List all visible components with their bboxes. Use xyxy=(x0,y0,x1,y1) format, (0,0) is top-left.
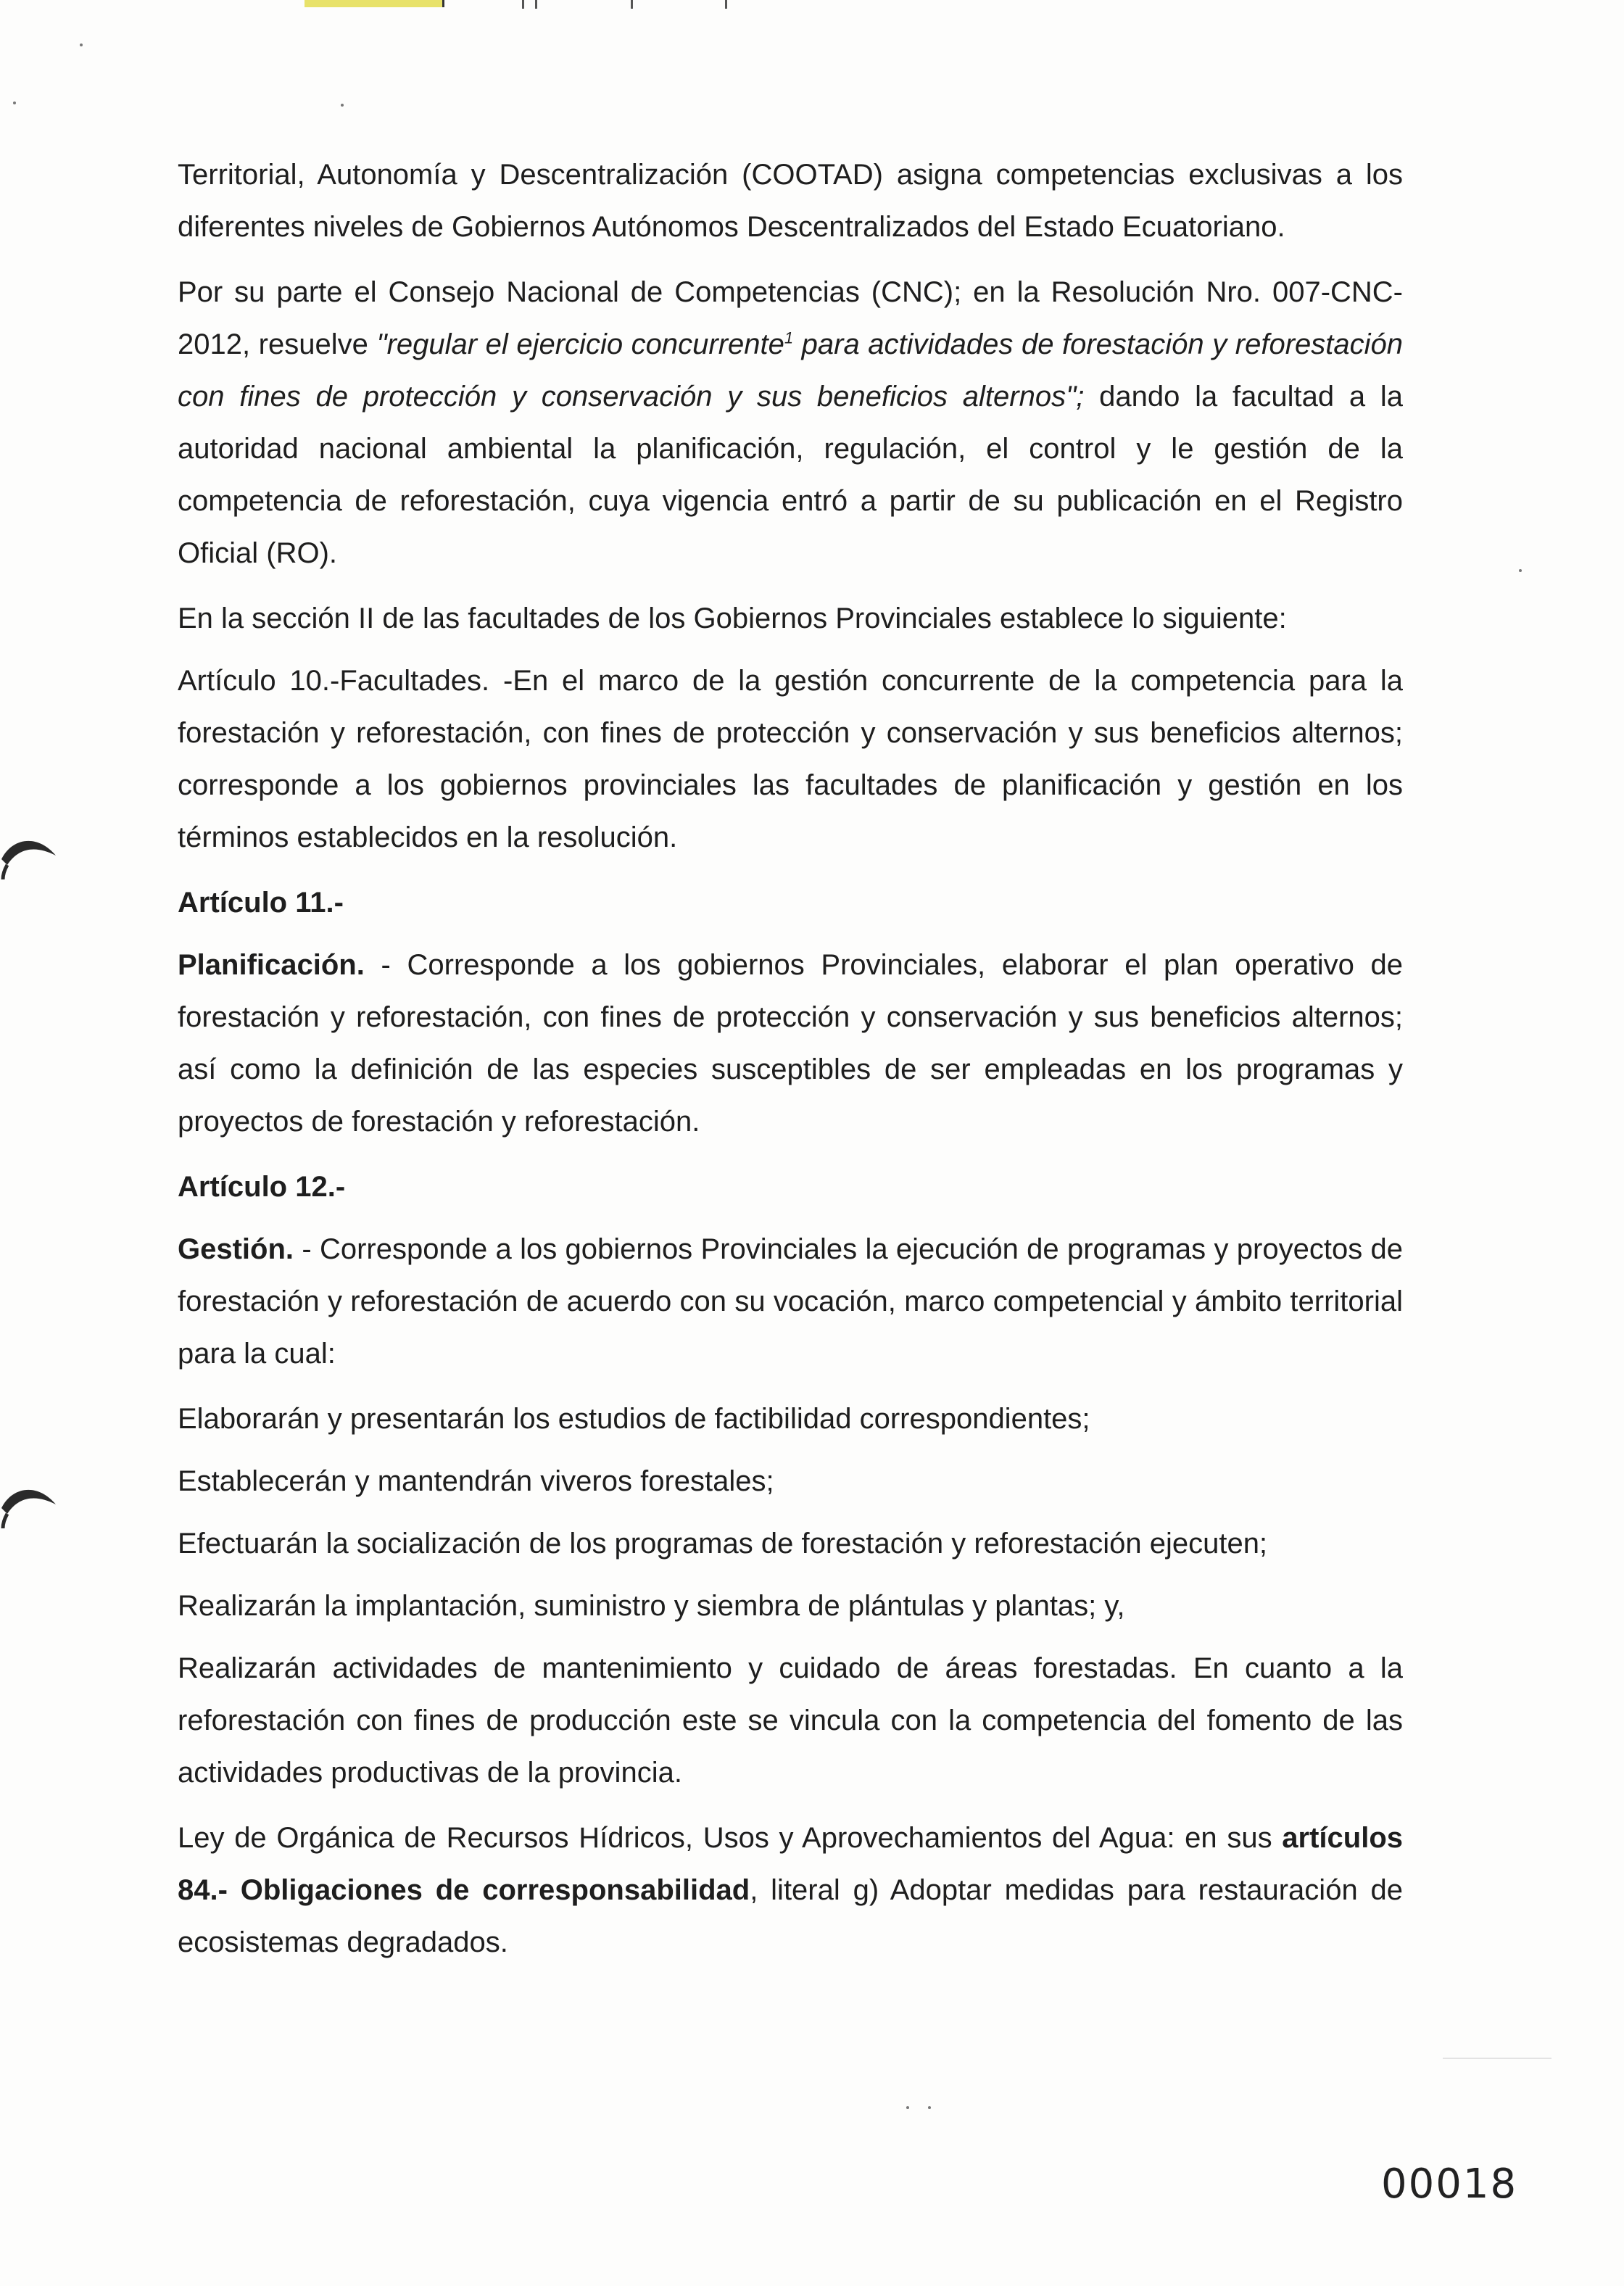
tick-mark xyxy=(522,0,524,9)
cnc-rest: dando la facultad a la autoridad nacional ambiental la planificación, regulación, el control y le gestión de la competencia de reforestación, cuya vigencia entró a partir de su publicación en el Registro Oficial (RO). xyxy=(178,381,1403,569)
scan-speck xyxy=(80,44,83,46)
list-item: Efectuarán la socialización de los programas de forestación y reforestación ejecuten; xyxy=(178,1528,1268,1560)
article-12-text: - Corresponde a los gobiernos Provinciales la ejecución de programas y proyectos de forestación y reforestación de acuerdo con su vocación, marco competencial y ámbito territorial para la cual: xyxy=(178,1233,1403,1370)
article-12-heading: Artículo 12.- xyxy=(178,1171,346,1203)
article-11-heading: Artículo 11.- xyxy=(178,887,344,919)
tick-mark xyxy=(535,0,537,9)
cnc-quote-end: para actividades de forestación y reforestación con fines de protección y conservación y sus beneficios alternos"; xyxy=(178,328,1404,413)
paragraph-article-11 xyxy=(178,939,1403,1148)
tick-mark xyxy=(725,0,727,9)
top-scan-marks xyxy=(304,0,754,10)
tick-mark xyxy=(631,0,633,9)
punch-hole-icon xyxy=(0,1479,59,1530)
paragraph-ley xyxy=(178,1812,1403,1968)
scan-speck xyxy=(341,104,344,107)
list-item: Elaborarán y presentarán los estudios de factibilidad correspondientes; xyxy=(178,1403,1090,1435)
document-body xyxy=(178,149,1403,1981)
cnc-quote-start: "regular el ejercicio concurrente xyxy=(376,328,784,360)
punch-hole-icon xyxy=(0,830,59,881)
ley-lead: Ley de Orgánica de Recursos Hídricos, Usos y Aprovechamientos del Agua: en sus xyxy=(178,1822,1283,1854)
ley-bold: artículos 84.- Obligaciones de corresponsabilidad xyxy=(178,1822,1403,1906)
list-item: Realizarán actividades de mantenimiento y cuidado de áreas forestadas. En cuanto a la reforestación con fines de producción este se vincula con la competencia del fomento de las actividades productivas de la provincia. xyxy=(178,1652,1403,1789)
paragraph-intro: Territorial, Autonomía y Descentralización (COOTAD) asigna competencias exclusivas a los diferentes niveles de Gobiernos Autónomos Descentralizados del Estado Ecuatoriano. xyxy=(178,159,1403,243)
list-item: Realizarán la implantación, suministro y siembra de plántulas y plantas; y, xyxy=(178,1590,1125,1622)
scan-speck xyxy=(1519,569,1522,572)
footer-line xyxy=(1443,2058,1552,2059)
list-item: Establecerán y mantendrán viveros forestales; xyxy=(178,1465,774,1497)
article-11-text: - Corresponde a los gobiernos Provinciales, elaborar el plan operativo de forestación y reforestación, con fines de protección y conservación y sus beneficios alternos; así como la definición de las especies susceptibles de ser empleadas en los programas y proyectos de forestación y reforestación. xyxy=(178,949,1403,1138)
footnote-marker: 1 xyxy=(784,328,794,347)
scan-speck xyxy=(906,2106,909,2109)
paragraph-section: En la sección II de las facultades de los Gobiernos Provinciales establece lo siguiente: xyxy=(178,602,1287,634)
paragraph-cnc xyxy=(178,266,1403,579)
page-number: 00018 xyxy=(1381,2161,1518,2208)
highlight-mark xyxy=(304,0,444,7)
paragraph-article-10: Artículo 10.-Facultades. -En el marco de la gestión concurrente de la competencia para la forestación y reforestación, con fines de protección y conservación y sus beneficios alternos; corresponde a los gobiernos provinciales las facultades de planificación y gestión en los términos establecidos en la resolución. xyxy=(178,665,1403,853)
cnc-lead: Por su parte el Consejo Nacional de Competencias (CNC); en la Resolución Nro. 007-CNC-2012, resuelve xyxy=(178,276,1403,360)
scan-speck xyxy=(928,2106,931,2109)
article-12-label: Gestión. xyxy=(178,1233,294,1265)
paragraph-article-12 xyxy=(178,1223,1403,1380)
scan-speck xyxy=(13,102,16,104)
ley-rest: , literal g) Adoptar medidas para restauración de ecosistemas degradados. xyxy=(178,1874,1403,1958)
article-11-label: Planificación. xyxy=(178,949,365,981)
